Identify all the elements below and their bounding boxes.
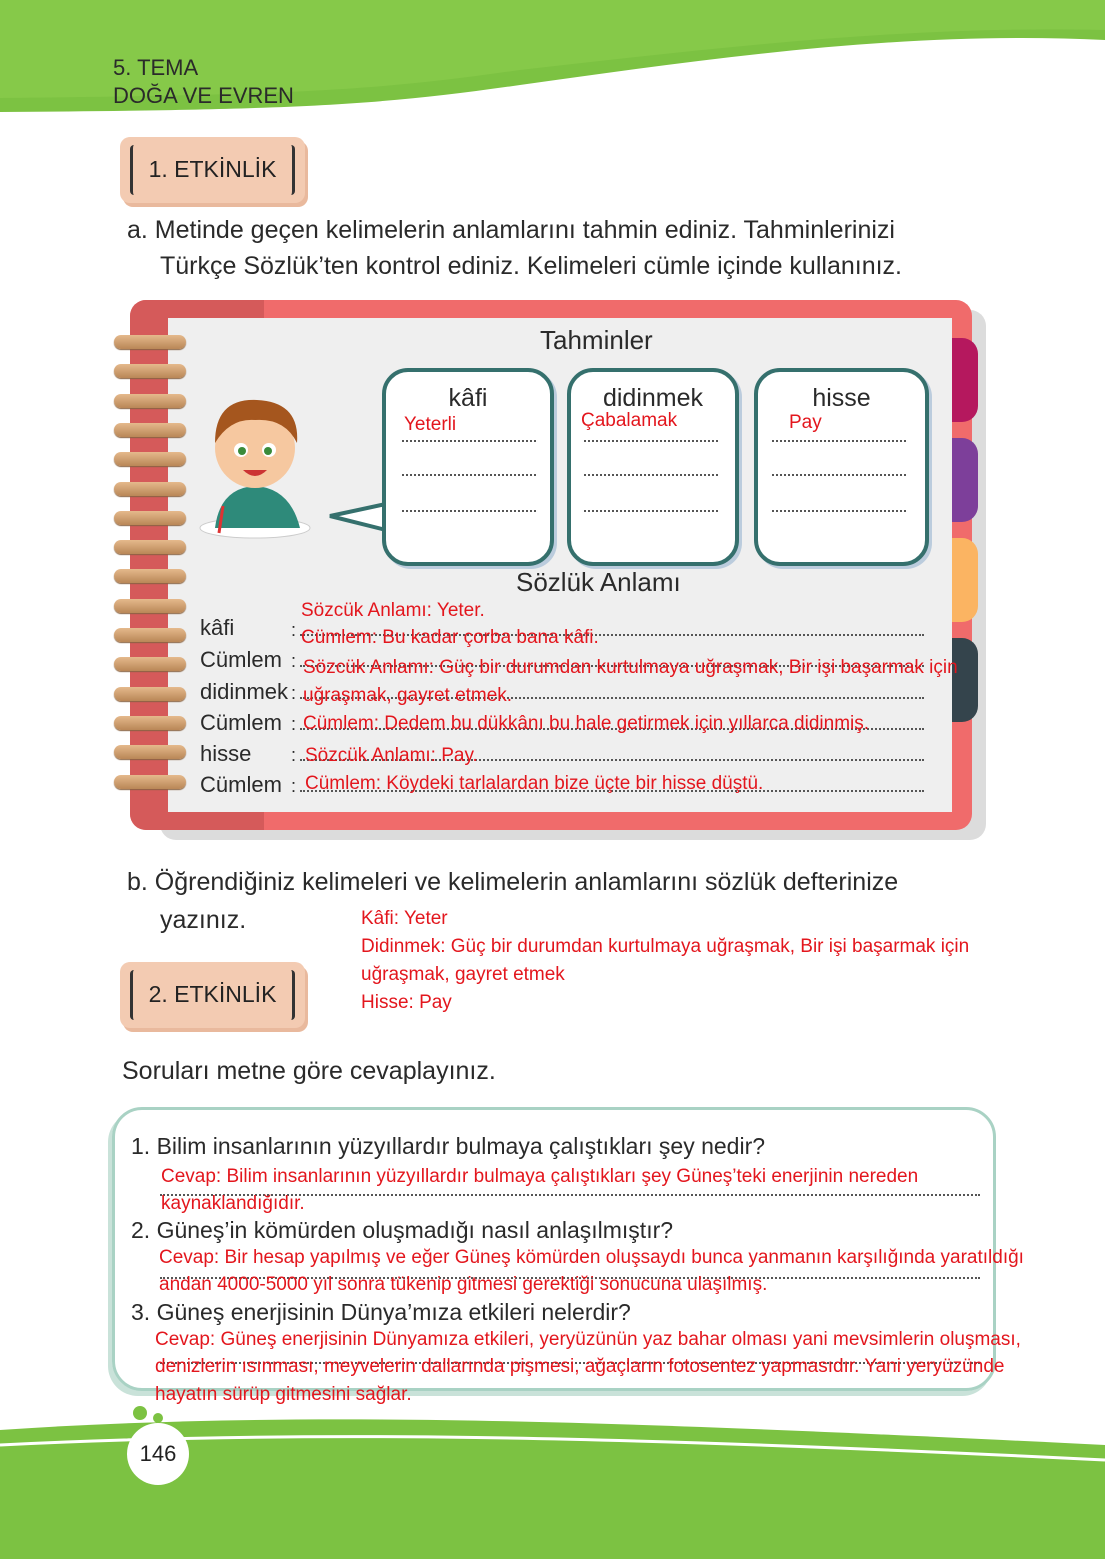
row-separator: : bbox=[291, 683, 297, 703]
spiral-ring bbox=[114, 657, 186, 671]
instruction-b-line1: b. Öğrendiğiniz kelimeleri ve kelimelerin anlamlarını sözlük defterinize bbox=[127, 868, 899, 896]
tab-purple bbox=[950, 438, 978, 522]
guess-answer-kafi[interactable]: Yeterli bbox=[404, 414, 457, 435]
activity2-badge: 2. ETKİNLİK bbox=[120, 962, 305, 1028]
page-number-circle: 146 bbox=[127, 1423, 189, 1485]
answer-2-line1[interactable]: Cevap: Bir hesap yapılmış ve eğer Güneş kömürden oluşsaydı bunca yanmanın karşılığında yaratıldığı bbox=[159, 1247, 1024, 1268]
row-label-cumlem: Cümlem bbox=[200, 772, 282, 797]
answer-3-line1[interactable]: Cevap: Güneş enerjisinin Dünyamıza etkileri, yeryüzünün yaz bahar olması yani mevsimlerin oluşması, bbox=[155, 1329, 1021, 1350]
boy-illustration bbox=[195, 388, 335, 548]
guess-bubble-didinmek: didinmek bbox=[567, 368, 739, 566]
spiral-ring bbox=[114, 423, 186, 437]
row-label-kafi: kâfi bbox=[200, 615, 235, 640]
answer-kafi-sentence[interactable]: Cümlem: Bu kadar çorba bana kâfi. bbox=[301, 627, 599, 648]
theme-title: DOĞA VE EVREN bbox=[113, 83, 294, 108]
question-1: 1. Bilim insanlarının yüzyıllardır bulmaya çalıştıkları şey nedir? bbox=[131, 1133, 766, 1159]
b-answer-2[interactable]: Didinmek: Güç bir durumdan kurtulmaya uğraşmak, Bir işi başarmak için bbox=[361, 936, 970, 957]
spiral-ring bbox=[114, 716, 186, 730]
question-2: 2. Güneş’in kömürden oluşmadığı nasıl anlaşılmıştır? bbox=[131, 1217, 674, 1243]
row-label-hisse: hisse bbox=[200, 741, 252, 766]
b-answer-3[interactable]: uğraşmak, gayret etmek bbox=[361, 964, 565, 985]
row-separator: : bbox=[291, 714, 297, 734]
guess-answer-didinmek[interactable]: Çabalamak bbox=[581, 410, 678, 431]
speech-pointer bbox=[328, 500, 388, 540]
spiral-ring bbox=[114, 540, 186, 554]
answer-didinmek-meaning-cont[interactable]: uğraşmak, gayret etmek. bbox=[303, 685, 513, 706]
row-separator: : bbox=[291, 620, 297, 640]
row-label-didinmek: didinmek bbox=[200, 679, 289, 704]
guess-bubble-kafi: kâfi bbox=[382, 368, 554, 566]
instruction-b-line2: yazınız. bbox=[160, 906, 247, 934]
b-answer-1[interactable]: Kâfi: Yeter bbox=[361, 908, 448, 929]
row-label-cumlem: Cümlem bbox=[200, 647, 282, 672]
tab-orange bbox=[950, 538, 978, 622]
spiral-ring bbox=[114, 482, 186, 496]
row-label-cumlem: Cümlem bbox=[200, 710, 282, 735]
spiral-ring bbox=[114, 745, 186, 759]
answer-hisse-sentence[interactable]: Cümlem: Köydeki tarlalardan bize üçte bir hisse düştü. bbox=[305, 773, 764, 794]
theme-number: 5. TEMA bbox=[113, 55, 199, 80]
tab-dark bbox=[950, 638, 978, 722]
dictionary-title: Sözlük Anlamı bbox=[516, 567, 681, 597]
row-separator: : bbox=[291, 651, 297, 671]
row-separator: : bbox=[291, 776, 297, 796]
spiral-ring bbox=[114, 775, 186, 789]
answer-1-line1[interactable]: Cevap: Bilim insanlarının yüzyıllardır bulmaya çalıştıkları şey Güneş’teki enerjinin nereden bbox=[161, 1166, 919, 1187]
instruction-a-line1: a. Metinde geçen kelimelerin anlamlarını tahmin ediniz. Tahminlerinizi bbox=[127, 216, 895, 244]
spiral-ring bbox=[114, 599, 186, 613]
spiral-ring bbox=[114, 628, 186, 642]
answer-didinmek-sentence[interactable]: Cümlem: Dedem bu dükkânı bu hale getirmek için yıllarca didinmiş. bbox=[303, 713, 870, 734]
activity1-badge: 1. ETKİNLİK bbox=[120, 137, 305, 203]
question-3: 3. Güneş enerjisinin Dünya’mıza etkileri nelerdir? bbox=[131, 1299, 631, 1325]
answer-2-line2[interactable]: andan 4000-5000 yıl sonra tükenip gitmesi gerektiği sonucuna ulaşılmış. bbox=[159, 1274, 768, 1295]
guess-bubble-hisse: hisse bbox=[754, 368, 929, 566]
spiral-ring bbox=[114, 335, 186, 349]
spiral-ring bbox=[114, 569, 186, 583]
row-separator: : bbox=[291, 745, 297, 765]
guesses-title: Tahminler bbox=[540, 325, 653, 355]
answer-hisse-meaning[interactable]: Sözcük Anlamı: Pay. bbox=[305, 745, 478, 766]
answer-3-line3[interactable]: hayatın sürüp gitmesini sağlar. bbox=[155, 1384, 412, 1405]
answer-3-line2[interactable]: denizlerin ısınması, meyvelerin dallarında pişmesi, ağaçların fotosentez yapmasıdır. Yani yeryüzünde bbox=[155, 1356, 1005, 1377]
instruction-a-line2: Türkçe Sözlük’ten kontrol ediniz. Kelimeleri cümle içinde kullanınız. bbox=[160, 252, 902, 280]
tab-magenta bbox=[950, 338, 978, 422]
spiral-ring bbox=[114, 394, 186, 408]
answer-1-line2[interactable]: kaynaklandığıdır. bbox=[161, 1193, 305, 1214]
b-answer-4[interactable]: Hisse: Pay bbox=[361, 992, 452, 1013]
activity2-instruction: Soruları metne göre cevaplayınız. bbox=[122, 1057, 496, 1085]
spiral-ring bbox=[114, 511, 186, 525]
spiral-ring bbox=[114, 687, 186, 701]
guess-answer-hisse[interactable]: Pay bbox=[789, 412, 822, 433]
spiral-ring bbox=[114, 452, 186, 466]
spiral-ring bbox=[114, 364, 186, 378]
answer-kafi-meaning[interactable]: Sözcük Anlamı: Yeter. bbox=[301, 600, 485, 621]
answer-didinmek-meaning[interactable]: Sözcük Anlamı: Güç bir durumdan kurtulmaya uğraşmak, Bir işi başarmak için bbox=[303, 657, 958, 678]
